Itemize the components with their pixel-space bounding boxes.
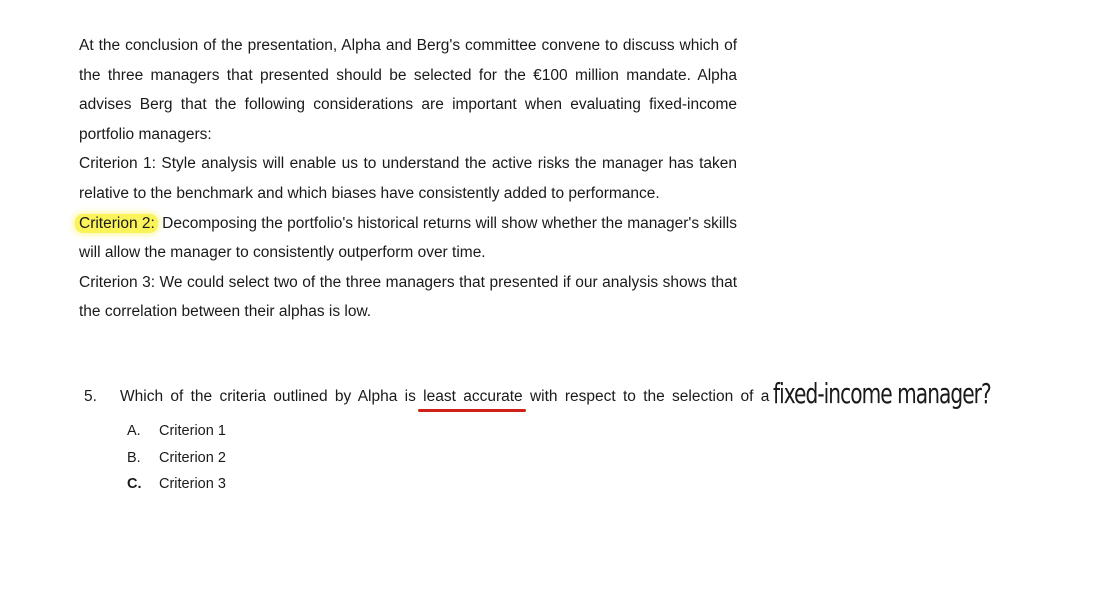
option-a-letter: A. bbox=[127, 423, 141, 439]
case-passage bbox=[79, 31, 737, 327]
answer-options bbox=[127, 418, 226, 498]
criterion-2-highlighted-label: Criterion 2: bbox=[75, 214, 158, 233]
criterion-2-text: Decomposing the portfolio's historical returns will show whether the manager's skills will allow the manager to consistently outperform over time. bbox=[79, 214, 737, 262]
option-b-text: Criterion 2 bbox=[159, 449, 226, 466]
option-c-text: Criterion 3 bbox=[159, 476, 226, 492]
criterion-1: Criterion 1: Style analysis will enable us to understand the active risks the manager has taken relative to the benchmark and which biases have consistently added to performance. bbox=[79, 155, 737, 202]
underlined-least-accurate: least accurate bbox=[423, 380, 523, 414]
option-b-letter: B. bbox=[127, 449, 141, 466]
question-text bbox=[120, 388, 769, 405]
option-c-letter: C. bbox=[127, 476, 142, 492]
handwritten-annotation: fixed-income manager? bbox=[773, 377, 992, 410]
question-number: 5. bbox=[84, 388, 97, 405]
criterion-3: Criterion 3: We could select two of the three managers that presented if our analysis shows that the correlation between their alphas is low. bbox=[79, 273, 737, 321]
criterion-2 bbox=[79, 209, 737, 268]
option-a[interactable] bbox=[127, 418, 226, 445]
question-text-before: Which of the criteria outlined by Alpha is bbox=[120, 388, 424, 405]
option-a-text: Criterion 1 bbox=[159, 423, 226, 439]
question-5 bbox=[84, 377, 1074, 414]
question-text-after: with respect to the selection of a bbox=[522, 388, 770, 405]
option-c[interactable] bbox=[127, 471, 226, 498]
option-b[interactable] bbox=[127, 445, 226, 472]
passage-intro: At the conclusion of the presentation, Alpha and Berg's committee convene to discuss which of the three managers that presented should be selected for the €100 million mandate. Alpha advises Berg that the following considerations are important when evaluating fixed-income portfolio managers: bbox=[79, 37, 737, 143]
